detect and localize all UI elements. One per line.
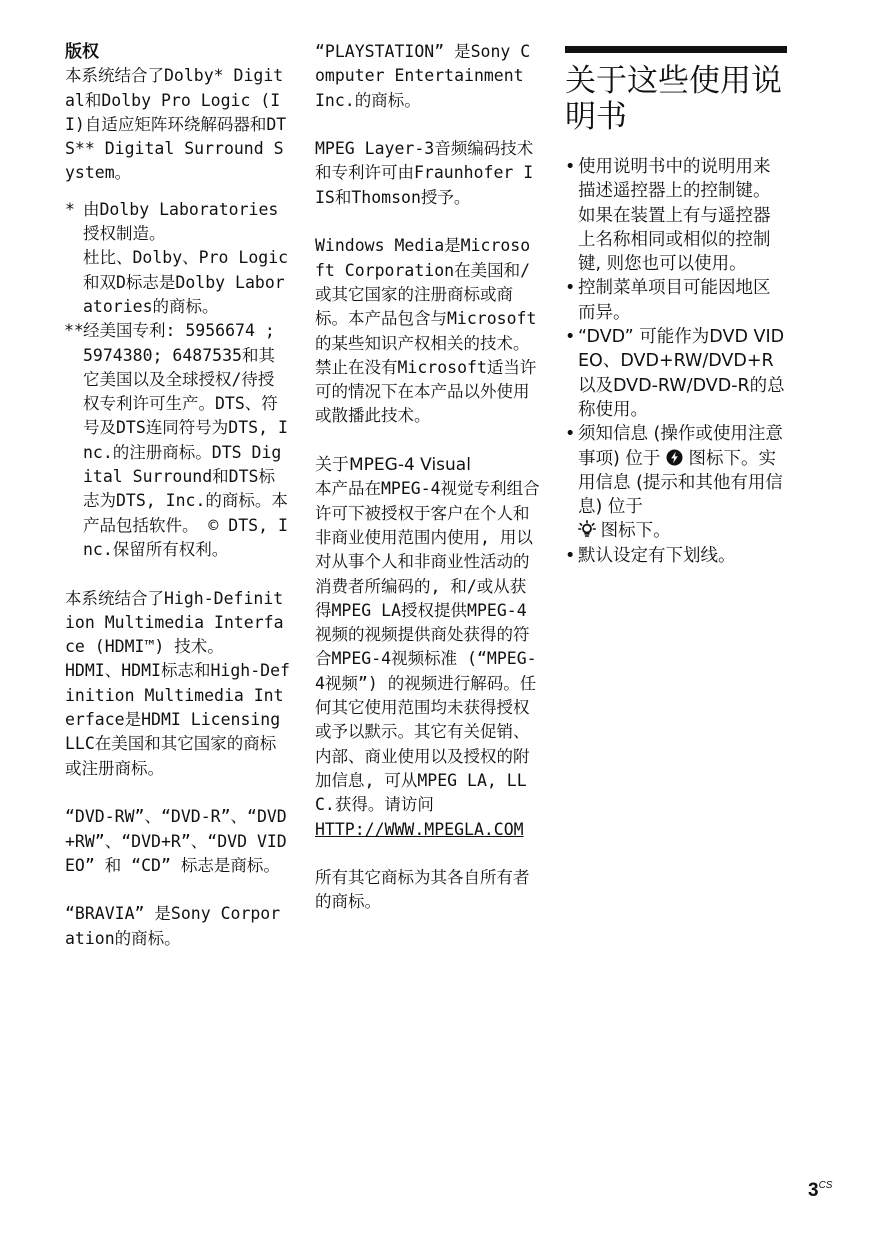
list-item-text: 图标下。 <box>600 521 671 542</box>
footnote-dts <box>65 319 290 562</box>
page-number-value: 3 <box>808 1180 819 1201</box>
list-item-text: 使用说明书中的说明用来描述遥控器上的控制键。如果在装置上有与遥控器上名称相同或相似的控制键, 则您也可以使用。 <box>578 157 771 275</box>
bullet: • <box>565 545 576 566</box>
other-trademarks-paragraph: 所有其它商标为其各自所有者的商标。 <box>315 868 530 912</box>
dvd-logo-paragraph: “DVD-RW”、“DVD-R”、“DVD+RW”、“DVD+R”、“DVD VIDEO” 和 “CD” 标志是商标。 <box>65 807 287 875</box>
bullet: • <box>565 157 576 177</box>
list-item <box>565 422 787 543</box>
list-item <box>565 544 787 568</box>
footnote-dolby-line2: 杜比、Dolby、Pro Logic和双D标志是Dolby Laboratories的商标。 <box>83 248 289 316</box>
mpeg-layer3-paragraph: MPEG Layer-3音频编码技术和专利许可由Fraunhofer IIS和Thomson授予。 <box>315 139 534 207</box>
list-item-text: “DVD” 可能作为DVD VIDEO、DVD+RW/DVD+R以及DVD-RW/DVD-R的总称使用。 <box>578 327 785 420</box>
bullet: • <box>565 278 576 299</box>
column-right <box>565 46 787 568</box>
page-number <box>808 1180 832 1202</box>
mpeg4-paragraph: 本产品在MPEG-4视觉专利组合许可下被授权于客户在个人和非商业使用范围内使用, 用以对从事个人和非商业性活动的消费者所编码的, 和/或从获得MPEG LA授权提供MPEG-4视频的视频提供商处获得的符合MPEG-4视频标准 (“MPEG-4视频”) 的视频进行解码。任何其它使用范围均未获得授权或予以默示。其它有关促销、内部、商业使用以及授权的附加信息, 可从MPEG LA, LLC.获得。请访问 <box>315 479 540 815</box>
footnote-dolby <box>65 198 290 319</box>
section-rule <box>565 46 787 53</box>
bullet: • <box>565 327 576 348</box>
tip-icon <box>578 520 595 537</box>
instructions-list <box>565 155 787 568</box>
bullet: • <box>565 424 576 445</box>
copyright-heading: 版权 <box>65 42 99 62</box>
hdmi-paragraph-2: HDMI、HDMI标志和High-Definition Multimedia Interface是HDMI Licensing LLC在美国和其它国家的商标或注册商标。 <box>65 661 290 778</box>
bravia-paragraph: “BRAVIA” 是Sony Corporation的商标。 <box>65 904 281 948</box>
column-left <box>65 40 290 951</box>
page-language-suffix: CS <box>818 1180 833 1191</box>
list-item-text: 须知信息 (操作或使用注意事项) 位于 <box>578 424 783 469</box>
mpegla-link[interactable]: HTTP://WWW.MPEGLA.COM <box>315 819 524 839</box>
dolby-paragraph: 本系统结合了Dolby* Digital和Dolby Pro Logic (II)自适应矩阵环绕解码器和DTS** Digital Surround System。 <box>65 66 287 183</box>
list-item-text: 默认设定有下划线。 <box>578 545 736 566</box>
footnote-dolby-line1: 由Dolby Laboratories授权制造。 <box>83 199 279 244</box>
list-item <box>565 276 787 325</box>
footnote-mark: ** <box>64 321 84 341</box>
hdmi-paragraph-1: 本系统结合了High-Definition Multimedia Interface (HDMI™) 技术。 <box>65 588 284 657</box>
mpeg4-heading: 关于MPEG-4 Visual <box>315 455 471 476</box>
caution-icon <box>666 449 683 466</box>
playstation-paragraph: “PLAYSTATION” 是Sony Computer Entertainment Inc.的商标。 <box>315 42 531 110</box>
windows-media-paragraph: Windows Media是Microsoft Corporation在美国和/或其它国家的注册商标或商标。本产品包含与Microsoft的某些知识产权相关的技术。禁止在没有Microsoft适当许可的情况下在本产品以外使用或散播此技术。 <box>315 236 537 426</box>
column-middle <box>315 40 540 915</box>
list-item <box>565 325 787 422</box>
list-item <box>565 155 787 276</box>
section-title: 关于这些使用说明书 <box>565 63 782 135</box>
footnote-mark: * <box>65 199 75 219</box>
list-item-text: 图标下。实用信息 (提示和其他有用信息) 位于 <box>578 448 783 518</box>
footnote-dts-text: 经美国专利: 5956674 ; 5974380; 6487535和其它美国以及全球授权/待授权专利许可生产。DTS、符号及DTS连同符号为DTS, Inc.的注册商标。DTS Digital Surround和DTS标志为DTS, Inc.的商标。本产品包括软件。 © DTS, Inc.保留所有权利。 <box>83 321 288 559</box>
list-item-text: 控制菜单项目可能因地区而异。 <box>578 278 771 323</box>
